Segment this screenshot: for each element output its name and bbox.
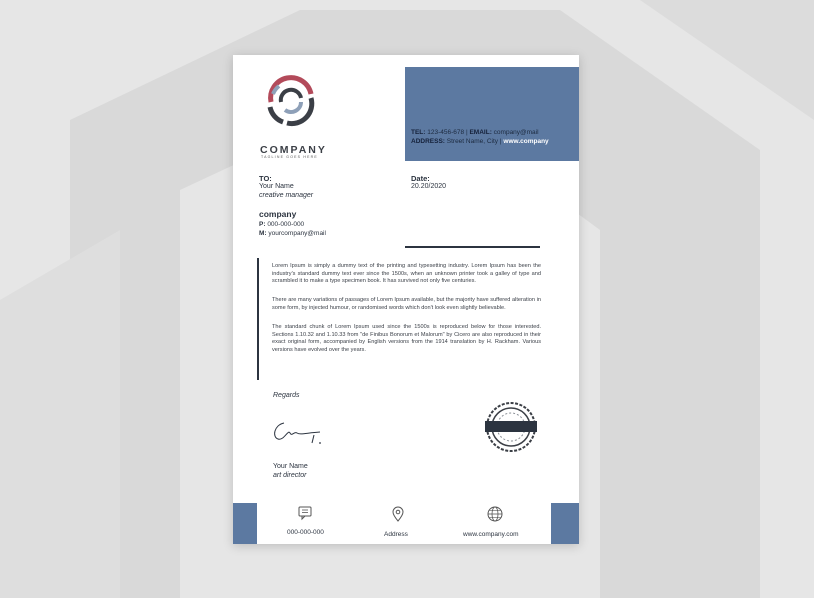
sender-title: art director bbox=[273, 472, 307, 479]
tel-value: 123-456-678 bbox=[427, 129, 465, 136]
mail-value: yourcompany@mail bbox=[268, 230, 326, 237]
recipient-mail bbox=[259, 230, 326, 237]
footer-phone: 000-000-000 bbox=[287, 529, 324, 536]
body-paragraph-3: The standard chunk of Lorem Ipsum used since the 1500s is reproduced below for those interested. Sections 1.10.32 and 1.10.33 from "de Finibus Bonorum et Malorum" by Cicero are also reproduced in their exact original form, accompanied by English versions from the 1914 translation by H. Rackham. Various versions have evolved over the years. bbox=[272, 324, 541, 353]
company-logo-icon bbox=[261, 72, 321, 132]
footer-address: Address bbox=[384, 531, 408, 538]
recipient-company: company bbox=[259, 209, 297, 219]
chat-bubble-icon bbox=[297, 505, 313, 521]
company-seal-stamp bbox=[483, 399, 539, 455]
email-label: EMAIL: bbox=[469, 129, 492, 136]
section-divider bbox=[405, 246, 540, 248]
recipient-name: Your Name bbox=[259, 183, 294, 190]
separator: | bbox=[465, 129, 468, 136]
date-value: 20.20/2020 bbox=[411, 183, 447, 190]
footer-accent-left bbox=[233, 503, 257, 544]
letterhead-document bbox=[233, 55, 579, 544]
contact-line-address bbox=[411, 138, 549, 145]
separator: | bbox=[499, 138, 502, 145]
body-paragraph-1: Lorem Ipsum is simply a dummy text of the printing and typesetting industry. Lorem Ipsum has been the industry's standard dummy text ever since the 1500s, when an unknown printer took a galley of type and scrambled it to make a type specimen book. It has survived not only five centuries. bbox=[272, 263, 541, 285]
signature-image bbox=[270, 415, 326, 449]
to-label: TO: bbox=[259, 174, 272, 183]
mail-label: M: bbox=[259, 230, 267, 237]
address-value: Street Name, City bbox=[446, 138, 499, 145]
body-accent-bar bbox=[257, 258, 259, 380]
footer-accent-right bbox=[551, 503, 579, 544]
date-label: Date: bbox=[411, 174, 430, 183]
recipient-title: creative manager bbox=[259, 192, 314, 199]
company-name: COMPANY bbox=[260, 144, 327, 156]
email-value: company@mail bbox=[493, 129, 539, 136]
phone-value: 000-000-000 bbox=[267, 221, 305, 228]
globe-icon bbox=[487, 506, 503, 522]
company-tagline: TAGLINE GOES HERE bbox=[261, 155, 318, 159]
phone-label: P: bbox=[259, 221, 266, 228]
regards-text: Regards bbox=[273, 392, 300, 399]
contact-line-tel-email bbox=[411, 129, 539, 136]
tel-label: TEL: bbox=[411, 129, 426, 136]
map-pin-icon bbox=[390, 506, 406, 522]
sender-name: Your Name bbox=[273, 463, 308, 470]
footer-website: www.company.com bbox=[463, 531, 519, 538]
website-value: www.company bbox=[503, 138, 549, 145]
recipient-phone bbox=[259, 221, 304, 228]
body-paragraph-2: There are many variations of passages of Lorem Ipsum available, but the majority have suffered alteration in some form, by injected humour, or randomised words which don't look even slightly believable. bbox=[272, 297, 541, 311]
address-label: ADDRESS: bbox=[411, 138, 445, 145]
header-contact-box bbox=[405, 67, 579, 161]
